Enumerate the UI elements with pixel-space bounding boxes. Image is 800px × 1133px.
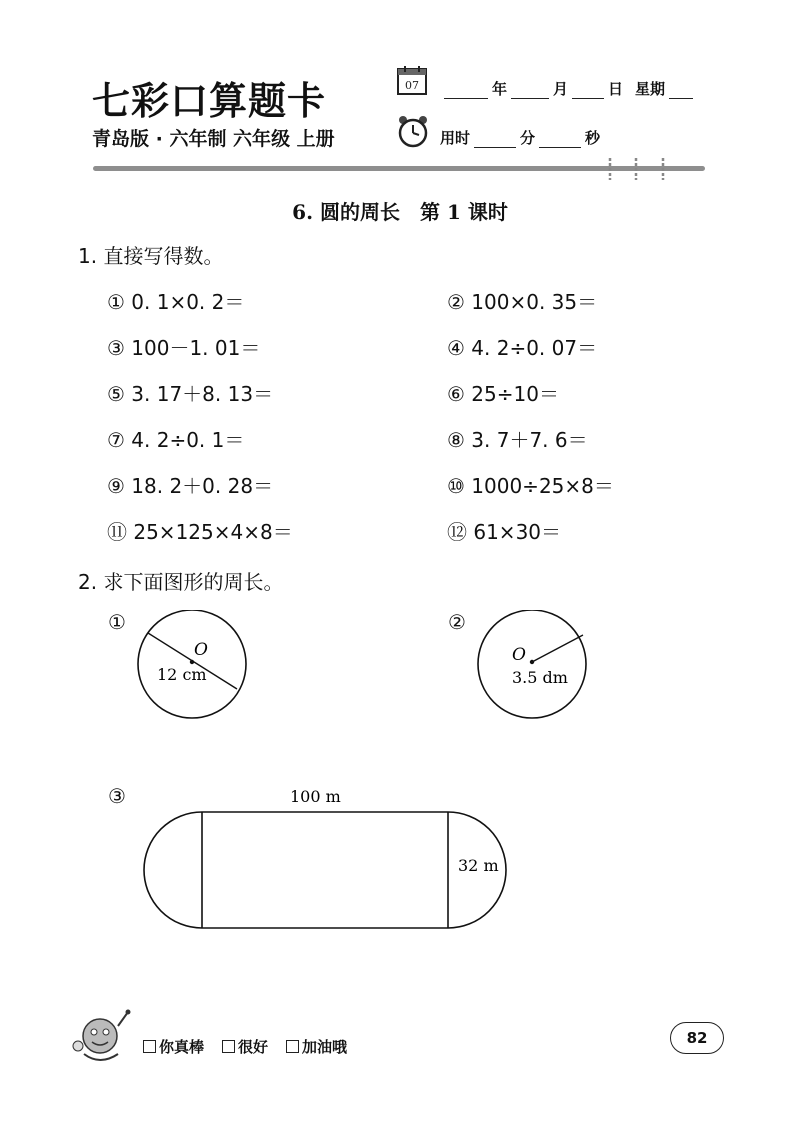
fig1-center-label: O — [194, 640, 208, 660]
fig1-measure: 12 cm — [157, 665, 207, 684]
fig3-outline — [144, 812, 506, 928]
option-label: 很好 — [238, 1038, 269, 1056]
rule-knob — [608, 158, 612, 180]
fig2-center-dot — [530, 660, 534, 664]
checkbox[interactable] — [143, 1040, 156, 1053]
checkbox[interactable] — [286, 1040, 299, 1053]
q1-title: 1. 直接写得数。 — [78, 244, 224, 268]
time-fields — [440, 127, 600, 148]
fig3-width-label: 32 m — [458, 856, 499, 875]
option-keep-going[interactable] — [286, 1036, 347, 1057]
option-good[interactable] — [222, 1036, 268, 1057]
fig3-track — [130, 782, 530, 932]
q2-title: 2. 求下面图形的周长。 — [78, 570, 284, 594]
q1-item-7: ⑦ 4. 2÷0. 1＝ — [107, 428, 245, 452]
edition-label: 青岛版 · 六年制 六年级 上册 — [92, 128, 335, 150]
option-great[interactable] — [143, 1036, 204, 1057]
page-number: 82 — [670, 1022, 724, 1054]
seconds-label: 秒 — [585, 129, 601, 147]
rule-knob — [661, 158, 665, 180]
month-blank[interactable] — [511, 84, 549, 99]
month-label: 月 — [553, 80, 569, 98]
weekday-label: 星期 — [635, 80, 666, 98]
fig3-label: ③ — [108, 784, 126, 808]
q1-item-9: ⑨ 18. 2＋0. 28＝ — [107, 474, 274, 498]
clock-icon — [396, 114, 430, 148]
fig3-length-label: 100 m — [290, 787, 341, 806]
fig1-center-dot — [190, 660, 194, 664]
q1-item-2: ② 100×0. 35＝ — [447, 290, 598, 314]
q1-item-5: ⑤ 3. 17＋8. 13＝ — [107, 382, 274, 406]
calendar-icon — [396, 64, 428, 96]
fig2-measure: 3.5 dm — [512, 668, 568, 687]
year-blank[interactable] — [444, 84, 488, 99]
minutes-label: 分 — [520, 129, 536, 147]
q1-item-8: ⑧ 3. 7＋7. 6＝ — [447, 428, 588, 452]
q1-item-4: ④ 4. 2÷0. 07＝ — [447, 336, 598, 360]
q1-item-12: ⑫ 61×30＝ — [447, 520, 562, 544]
brand-title: 七彩口算题卡 — [92, 78, 327, 123]
q1-item-10: ⑩ 1000÷25×8＝ — [447, 474, 614, 498]
fig2-center-label: O — [512, 645, 526, 665]
fig1-circle-diameter — [130, 610, 260, 730]
day-label: 日 — [608, 80, 624, 98]
lesson-title: 6. 圆的周长 第 1 课时 — [292, 200, 508, 224]
fig2-label: ② — [448, 610, 466, 634]
calendar-number: 07 — [405, 79, 419, 92]
option-label: 加油哦 — [302, 1038, 348, 1056]
fig2-circle-radius — [470, 610, 600, 730]
minutes-blank[interactable] — [474, 133, 516, 148]
seconds-blank[interactable] — [539, 133, 581, 148]
day-blank[interactable] — [572, 84, 604, 99]
checkbox[interactable] — [222, 1040, 235, 1053]
fig2-radius-line — [532, 635, 583, 662]
q1-item-6: ⑥ 25÷10＝ — [447, 382, 559, 406]
self-evaluation — [143, 1036, 347, 1057]
weekday-blank[interactable] — [669, 84, 693, 99]
date-fields — [440, 78, 697, 99]
time-prefix: 用时 — [440, 129, 471, 147]
q1-item-11: ⑪ 25×125×4×8＝ — [107, 520, 293, 544]
q1-item-3: ③ 100－1. 01＝ — [107, 336, 261, 360]
q1-item-1: ① 0. 1×0. 2＝ — [107, 290, 245, 314]
option-label: 你真棒 — [159, 1038, 205, 1056]
mascot-icon — [70, 1006, 134, 1068]
fig1-label: ① — [108, 610, 126, 634]
year-label: 年 — [492, 80, 508, 98]
rule-knob — [634, 158, 638, 180]
header-rule — [93, 166, 705, 171]
